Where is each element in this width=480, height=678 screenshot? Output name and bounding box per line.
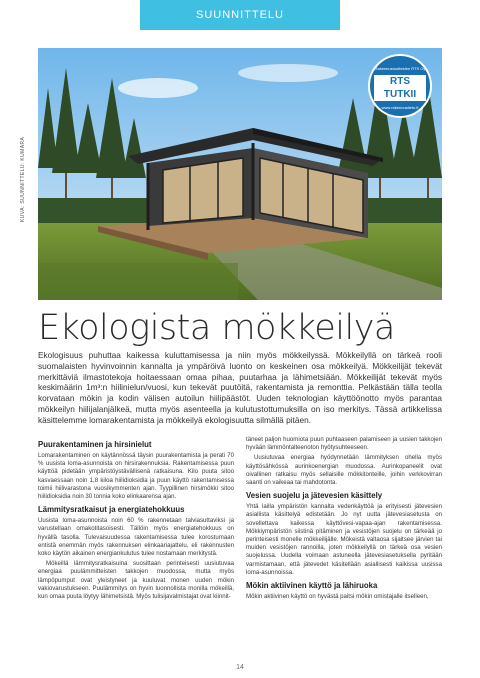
- section-tab: [140, 0, 340, 30]
- rts-badge: [368, 54, 432, 118]
- paragraph: Lomarakentaminen on käytännössä täysin puurakentamista ja perati 70 % uusista loma-asunnoista on hirsirakennuksia. Rakentamisessa puun käyttöä pidetään ympäristöystävällisenä ratkaisuna. Kilo puuta sitoo kasvaessaan noin 1,8 kiloa hiilidioksidia ja puun käyttö rakentamisessa toimii hiilivarastona vuosikymmenten ajan. Tyypillinen hirsimökki sitoo hiilidioksidia noin 30 tonnia koko elinkaarensa ajan.: [38, 452, 234, 501]
- subheading-water: Vesien suojelu ja jätevesien käsittely: [246, 491, 383, 501]
- paragraph: Mökeillä lämmitysratkaisuina suosittaan perinteisesti uusiutuvaa energiaa puulämmitteisten takkojen muodossa, mutta myös lämpöpumput ovat yleistyneet ja kuuluvat monen uuden mökin vakiovarustukseen. Puulämmitys on hyvin luonnollista monilla mökeillä, kun omaa puuta löytyy lähimetsistä. Myös tulisijavalmistajat ovat kiinnit-: [38, 560, 234, 601]
- paragraph: Uusista loma-asunnoista noin 60 % rakennetaan talviasuttaviksi ja varustellaan omakotitasoisesti. Tällöin myös energiatehokkuus on hyvällä tasolla. Tulevaisuudessa rakentamisessa tulee korostumaan entistä enemmän myös rakennuksen elinkaariajattelu, eli rakennusten koko käytön aikainen energiankulutus tulee nostamaan merkitystä.: [38, 517, 234, 558]
- article-lead: Ekologisuus puhuttaa kaikessa kuluttamisessa ja niin myös mökkeilyssä. Mökkeilyllä on tärkeä rooli suomalaisten hyvinvoinnin kannalta ja ympäröivä luonto on keskeinen osa mökkeilyä. Mökkeilijät tekevät merkittäviä ilmastotekoja hoitaessaan omaa pihaa, puutarhaa ja lähimetsiään. Mökkeilijät tekevät myös keskimäärin 1m³:n hiilinielun/vuosi, kun tekevät puutöitä, rakentamista ja remonttia. Pelkästään tälla teolla korvataan mökin ja kodin välisen autoilun hiilipäästöt. Uuden teknologian käyttöönotto myös parantaa mökkeilyn hiilijalanjälkeä, mutta myös asenteella ja kulutustottumuksilla on iso merkitys. Tässä artikkelissa käsittelemme lomarakentamista ja mökkeilyä ekologisuutta silmällä pitäen.: [38, 350, 442, 425]
- page-number: 14: [236, 664, 244, 671]
- paragraph: täneet paljon huomiota puun puhtaaseen palamiseen ja uusien takkojen hyvään lämmöntalteenoton hyötysuhteeseen.: [246, 436, 442, 452]
- badge-top-text: Rakennustuotteiden RTS Oy: [374, 66, 426, 71]
- article-title: Ekologista mökkeilyä: [38, 308, 395, 348]
- badge-main-text: RTS TUTKII: [374, 75, 426, 101]
- left-column: [38, 436, 234, 603]
- paragraph: Mökin aktiivinen käyttö on hyvästä paitsi mökin omistajalle itselleen,: [246, 593, 429, 601]
- section-label: SUUNNITTELU: [195, 9, 284, 21]
- badge-bottom-text: www.rakennustieto.fi: [381, 105, 419, 110]
- paragraph: Yhtä lailla ympäristön kannalta vedenkäyttöä ja erityisesti jätevesien asiallista käsittelyä edistetään. Jo nyt uutta jätevesiasetusta on sovellettava kaikessa käyttövesi-vapaa-ajan rakentamisessa. Mökkiympäristön siistinä pitäminen ja vesistöjen suojelu on tärkeää jo perinteisesti monelle mökkeilijälle. Mökeistä valtaosa sijaitsee järvien tai muiden vesistöjen rannoilla, joten mökkeilyllä on tärkeä osa vesien suojelussa. Uudella voimaan astuneella jätevesiasetuksella pyritään varmistamaan, että jätevedet käsitellään asiallisesti kaikissa uusissa loma-asunnoissa.: [246, 503, 442, 576]
- paragraph: Uusiutuvaa energiaa hyödynnetään lämmityksen ohella myös käyttösähkössä aurinkoenergian muodossa. Aurinkopaneelit ovat oivallinen ratkaisu myös sellaisille mökkitonteille, joihin verkkovirran saanti on vaikeaa tai mahdotonta.: [246, 454, 442, 487]
- right-column: [246, 436, 442, 603]
- subheading-heating: Lämmitysratkaisut ja energiatehokkuus: [38, 505, 185, 515]
- subheading-wood-building: Puurakentaminen ja hirsinielut: [38, 440, 152, 449]
- photo-credit: KUVA: SUUNNITTELU: KUMARA: [20, 136, 26, 222]
- cabin-photo: [38, 48, 442, 300]
- subheading-cabin-use: Mökin aktiivinen käyttö ja lähiruoka: [246, 581, 378, 591]
